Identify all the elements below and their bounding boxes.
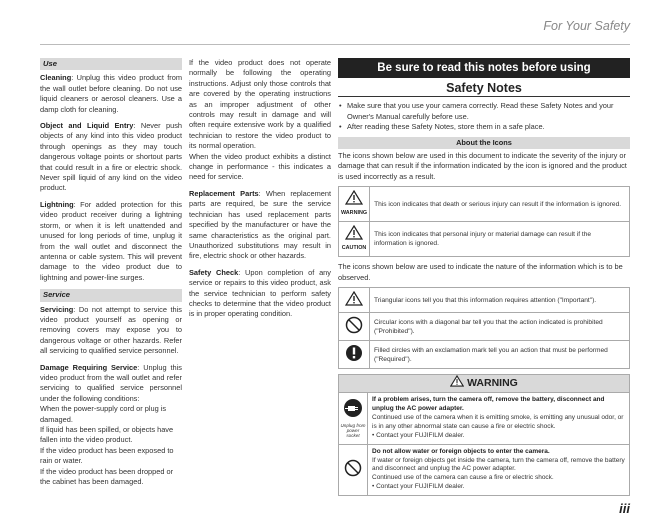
about-icons-heading: About the Icons [338, 137, 630, 149]
warning-line: Continued use of the camera can cause a fire or electric shock. [372, 474, 554, 482]
text-damage: : Unplug this video product from the wall outlet and refer servicing to qualified service personnel under the following conditions: [40, 362, 182, 403]
warning-label: WARNING [341, 210, 368, 217]
para-object-liquid [40, 121, 182, 194]
para-replacement [189, 189, 331, 262]
caution-label: CAUTION [341, 245, 367, 252]
damage-line: If liquid has been spilled, or objects have fallen into the video product. [40, 425, 174, 445]
warning-triangle-icon [450, 375, 464, 387]
damage-line: If the video product has been exposed to rain or water. [40, 445, 174, 466]
para-performance: When the video product exhibits a distinct change in performance - this indicates a need for service. [189, 151, 331, 182]
warning-heading-bar [338, 374, 630, 392]
label-safety-check: Safety Check [189, 267, 239, 277]
text-safety-check: : Upon completion of any service or repairs to this video product, ask the service technician to perform safety checks to determine that the video product is in proper operating condition. [189, 267, 331, 319]
table-row [339, 341, 630, 369]
para-cleaning [40, 73, 182, 115]
intro-bullets [338, 101, 630, 132]
nature-icons-table [338, 287, 630, 369]
label-lightning: Lightning [40, 199, 74, 209]
bullet-item: • After reading these Safety Notes, store them in a safe place. [338, 122, 630, 132]
nature-intro: The icons shown below are used to indicate the nature of the information which is to be observed. [338, 262, 623, 282]
severity-icons-table [338, 186, 630, 257]
text-replacement: : When replacement parts are required, be sure the service technician has used replacement parts specified by the manufacturer or have the same characteristics as the original part. Unauthorized substitutions may result in fire, electric shock or other hazards. [189, 188, 332, 261]
warning-table [338, 392, 630, 496]
damage-line: When the power-supply cord or plug is damaged. [40, 404, 167, 424]
running-header: For Your Safety [543, 19, 630, 33]
section-heading-use: Use [40, 58, 182, 70]
read-notes-banner: Be sure to read this notes before using [338, 58, 630, 78]
warning-title: Do not allow water or foreign objects to enter the camera. [372, 447, 550, 455]
text-servicing: : Do not attempt to service this video product yourself as opening or removing covers may expose you to dangerous voltage or other hazards. Refer all servicing to qualified service personnel. [40, 304, 182, 356]
warning-description: This icon indicates that death or serious injury can result if the information is ignored. [370, 187, 630, 222]
triangle-icon [345, 291, 363, 306]
warning-triangle-icon [345, 190, 363, 205]
warning-line: • Contact your FUJIFILM dealer. [372, 431, 465, 439]
text-cleaning: : Unplug this video product from the wall outlet before cleaning. Do not use liquid cleaners or aerosol cleaners. Use a damp cloth for cleaning. [40, 73, 182, 114]
table-row [339, 313, 630, 341]
section-heading-service: Service [40, 289, 182, 301]
column-middle [189, 58, 331, 326]
text-lightning: : For added protection for this video product receiver during a lightning storm, or when it is left unattended and unused for long periods of time, unplug it from the wall outlet and disconnect the antenna or cable system. This will prevent damage to the video product due to lightning and power-line surges. [40, 199, 182, 282]
safety-notes-title: Safety Notes [338, 78, 630, 97]
table-row [339, 222, 630, 257]
unplug-icon [343, 398, 363, 418]
label-replacement: Replacement Parts [189, 188, 259, 198]
para-operation: If the video product does not operate normally be following the operating instructions. Adjust only those controls that are covered by the operating instructions as an improper adjustment of other controls may result in damage and will often require extensive work by a qualified technician to restore the video product to its normal operation. [189, 58, 331, 151]
warning-title: If a problem arises, turn the camera off, remove the battery, disconnect and unplug the AC power adapter. [372, 396, 605, 412]
warning-line: Continued use of the camera when it is emitting smoke, is emitting any unusual odor, or is in any other abnormal state can cause a fire or electric shock. [372, 413, 624, 430]
para-lightning [40, 200, 182, 283]
about-icons-intro: The icons shown below are used in this document to indicate the severity of the injury or damage that can result if the information indicated by the icon is ignored and the product is used incorrectly as a result. [338, 151, 627, 181]
para-damage [40, 363, 182, 405]
prohibited-icon [344, 459, 362, 477]
column-left [40, 58, 182, 487]
warning-line: • Contact your FUJIFILM dealer. [372, 483, 465, 491]
unplug-caption: Unplug from power socket [340, 422, 366, 439]
warning-line: If water or foreign objects get inside the camera, turn the camera off, remove the battery and disconnect and unplug the AC power adapter. [372, 456, 625, 473]
header-rule [40, 44, 630, 45]
text-object-liquid: : Never push objects of any kind into this video product through openings as they may touch dangerous voltage points or shortout parts that could result in a fire or electric shock. Never spill liquid of any kind on the video product. [40, 121, 183, 193]
table-row [339, 288, 630, 313]
table-row [339, 444, 630, 496]
page-number: iii [619, 501, 630, 516]
para-safety-check [189, 268, 331, 320]
label-cleaning: Cleaning [40, 73, 72, 83]
table-row [339, 393, 630, 445]
damage-line: If the video product has been dropped or the cabinet has been damaged. [40, 466, 174, 487]
required-icon-description: Filled circles with an exclamation mark tell you an action that must be performed ("Required"). [370, 341, 630, 369]
label-damage: Damage Requiring Service [40, 362, 138, 372]
caution-triangle-icon [345, 225, 363, 240]
required-icon [345, 344, 363, 362]
prohibited-icon-description: Circular icons with a diagonal bar tell you that the action indicated is prohibited ("Prohibited"). [370, 313, 630, 341]
table-row [339, 187, 630, 222]
label-object-liquid: Object and Liquid Entry [40, 121, 134, 131]
column-right [338, 58, 630, 496]
label-servicing: Servicing [40, 304, 74, 314]
prohibited-icon [345, 316, 363, 334]
warning-heading: WARNING [467, 377, 518, 390]
bullet-item: • Make sure that you use your camera correctly. Read these Safety Notes and your Owner's Manual carefully before use. [338, 101, 630, 122]
triangle-icon-description: Triangular icons tell you that this information requires attention ("Important"). [370, 288, 630, 313]
para-servicing [40, 305, 182, 357]
caution-description: This icon indicates that personal injury or material damage can result if the information is ignored. [370, 222, 630, 257]
